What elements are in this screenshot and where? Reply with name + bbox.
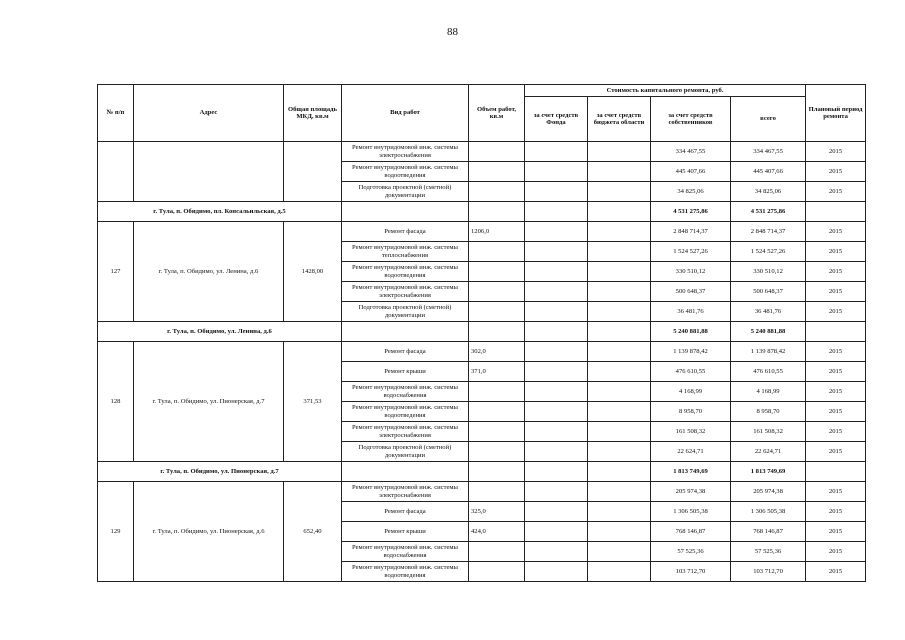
summary-empty [588,322,651,342]
work-volume [469,482,525,502]
cost-owners: 445 407,66 [651,162,731,182]
table-row [98,342,866,362]
cost-total: 8 958,70 [731,402,806,422]
work-type: Ремонт фасада [342,222,469,242]
header-num: № п/п [98,85,134,142]
cost-owners: 34 825,06 [651,182,731,202]
cost-region [588,502,651,522]
work-type: Подготовка проектной (сметной) документации [342,442,469,462]
plan-period: 2015 [806,382,866,402]
cost-fund [525,422,588,442]
work-type: Ремонт внутридомовой инж. системы водоснабжения [342,542,469,562]
work-volume [469,422,525,442]
row-address: г. Тула, п. Обидимо, ул. Пионерская, д.6 [134,482,284,582]
plan-period: 2015 [806,422,866,442]
row-address [134,142,284,202]
cost-total: 103 712,70 [731,562,806,582]
summary-empty [342,462,469,482]
plan-period: 2015 [806,262,866,282]
summary-owners: 1 813 749,69 [651,462,731,482]
cost-total: 34 825,06 [731,182,806,202]
header-owners: за счет средств собственников [651,97,731,142]
row-area [284,142,342,202]
plan-period: 2015 [806,502,866,522]
work-volume [469,162,525,182]
summary-empty [525,322,588,342]
summary-total: 5 240 881,88 [731,322,806,342]
row-area: 652,40 [284,482,342,582]
plan-period: 2015 [806,282,866,302]
cost-fund [525,222,588,242]
cost-owners: 103 712,70 [651,562,731,582]
cost-region [588,182,651,202]
row-num: 128 [98,342,134,462]
work-volume: 371,0 [469,362,525,382]
work-type: Ремонт внутридомовой инж. системы теплоснабжения [342,242,469,262]
cost-owners: 36 481,76 [651,302,731,322]
cost-fund [525,362,588,382]
row-area: 1428,00 [284,222,342,322]
summary-empty [342,202,469,222]
cost-owners: 161 508,32 [651,422,731,442]
work-type: Ремонт внутридомовой инж. системы электроснабжения [342,482,469,502]
work-type: Ремонт фасада [342,342,469,362]
plan-period: 2015 [806,482,866,502]
cost-owners: 8 958,70 [651,402,731,422]
table-row [98,142,866,162]
cost-total: 22 624,71 [731,442,806,462]
header-total: всего [731,97,806,142]
summary-empty [806,202,866,222]
cost-region [588,362,651,382]
summary-empty [469,322,525,342]
header-period: Плановый период ремонта [806,85,866,142]
header-area: Общая площадь МКД, кв.м [284,85,342,142]
cost-region [588,222,651,242]
work-type: Ремонт крыши [342,362,469,382]
cost-owners: 4 168,99 [651,382,731,402]
summary-owners: 5 240 881,88 [651,322,731,342]
cost-region [588,522,651,542]
summary-empty [588,462,651,482]
work-type: Ремонт фасада [342,502,469,522]
work-volume [469,442,525,462]
cost-region [588,302,651,322]
cost-fund [525,282,588,302]
work-type: Ремонт крыши [342,522,469,542]
work-volume [469,182,525,202]
cost-region [588,242,651,262]
row-num: 127 [98,222,134,322]
work-volume [469,242,525,262]
work-volume [469,302,525,322]
cost-total: 1 139 878,42 [731,342,806,362]
work-type: Ремонт внутридомовой инж. системы водоснабжения [342,382,469,402]
summary-empty [525,202,588,222]
row-area: 371,53 [284,342,342,462]
work-volume [469,262,525,282]
cost-region [588,482,651,502]
work-type: Подготовка проектной (сметной) документации [342,302,469,322]
cost-total: 1 306 505,38 [731,502,806,522]
cost-fund [525,302,588,322]
summary-owners: 4 531 275,86 [651,202,731,222]
summary-row [98,202,866,222]
work-volume [469,142,525,162]
plan-period: 2015 [806,302,866,322]
cost-region [588,542,651,562]
cost-owners: 1 306 505,38 [651,502,731,522]
plan-period: 2015 [806,342,866,362]
plan-period: 2015 [806,162,866,182]
cost-owners: 1 524 527,26 [651,242,731,262]
cost-total: 161 508,32 [731,422,806,442]
cost-owners: 2 848 714,37 [651,222,731,242]
summary-empty [588,202,651,222]
cost-region [588,162,651,182]
summary-total: 1 813 749,69 [731,462,806,482]
work-type: Ремонт внутридомовой инж. системы электроснабжения [342,142,469,162]
header-cost-group: Стоимость капитального ремонта, руб. [525,85,806,97]
header-work: Вид работ [342,85,469,142]
cost-fund [525,142,588,162]
header-region: за счет средств бюджета области [588,97,651,142]
summary-total: 4 531 275,86 [731,202,806,222]
cost-owners: 476 610,55 [651,362,731,382]
row-num [98,142,134,202]
cost-fund [525,162,588,182]
summary-row [98,462,866,482]
cost-owners: 768 146,87 [651,522,731,542]
cost-fund [525,562,588,582]
cost-region [588,342,651,362]
work-volume: 302,0 [469,342,525,362]
summary-empty [806,322,866,342]
summary-address: г. Тула, п. Обидимо, ул. Пионерская, д.7 [98,462,342,482]
cost-owners: 1 139 878,42 [651,342,731,362]
summary-empty [342,322,469,342]
row-num: 129 [98,482,134,582]
summary-empty [806,462,866,482]
cost-region [588,422,651,442]
cost-region [588,442,651,462]
header-volume: Объем работ, кв.м [469,85,525,142]
cost-region [588,282,651,302]
row-address: г. Тула, п. Обидимо, ул. Пионерская, д.7 [134,342,284,462]
cost-owners: 22 624,71 [651,442,731,462]
cost-region [588,562,651,582]
plan-period: 2015 [806,402,866,422]
work-type: Подготовка проектной (сметной) документации [342,182,469,202]
cost-region [588,262,651,282]
cost-fund [525,262,588,282]
cost-fund [525,442,588,462]
row-address: г. Тула, п. Обидимо, ул. Ленина, д.6 [134,222,284,322]
cost-owners: 334 467,55 [651,142,731,162]
cost-owners: 205 974,38 [651,482,731,502]
cost-total: 2 848 714,37 [731,222,806,242]
plan-period: 2015 [806,442,866,462]
cost-region [588,142,651,162]
work-type: Ремонт внутридомовой инж. системы водоотведения [342,262,469,282]
cost-total: 36 481,76 [731,302,806,322]
plan-period: 2015 [806,522,866,542]
work-type: Ремонт внутридомовой инж. системы электроснабжения [342,282,469,302]
work-type: Ремонт внутридомовой инж. системы водоотведения [342,402,469,422]
cost-fund [525,542,588,562]
cost-total: 334 467,55 [731,142,806,162]
work-type: Ремонт внутридомовой инж. системы электроснабжения [342,422,469,442]
summary-empty [525,462,588,482]
cost-total: 445 407,66 [731,162,806,182]
work-volume [469,402,525,422]
summary-address: г. Тула, п. Обидимо, ул. Ленина, д.6 [98,322,342,342]
cost-total: 768 146,87 [731,522,806,542]
plan-period: 2015 [806,542,866,562]
header-fund: за счет средств Фонда [525,97,588,142]
table-row [98,222,866,242]
cost-fund [525,382,588,402]
capital-repair-table [97,84,866,582]
summary-empty [469,202,525,222]
cost-fund [525,402,588,422]
cost-region [588,382,651,402]
cost-fund [525,522,588,542]
cost-owners: 500 648,37 [651,282,731,302]
plan-period: 2015 [806,142,866,162]
cost-fund [525,242,588,262]
table-row [98,482,866,502]
cost-owners: 57 525,36 [651,542,731,562]
cost-total: 330 510,12 [731,262,806,282]
cost-total: 1 524 527,26 [731,242,806,262]
cost-total: 205 974,38 [731,482,806,502]
summary-row [98,322,866,342]
work-type: Ремонт внутридомовой инж. системы водоотведения [342,562,469,582]
cost-owners: 330 510,12 [651,262,731,282]
plan-period: 2015 [806,242,866,262]
cost-total: 500 648,37 [731,282,806,302]
work-volume [469,382,525,402]
plan-period: 2015 [806,362,866,382]
cost-fund [525,502,588,522]
work-volume [469,542,525,562]
cost-fund [525,342,588,362]
work-volume [469,562,525,582]
cost-total: 4 168,99 [731,382,806,402]
work-volume: 325,0 [469,502,525,522]
cost-fund [525,182,588,202]
work-volume [469,282,525,302]
header-address: Адрес [134,85,284,142]
plan-period: 2015 [806,182,866,202]
plan-period: 2015 [806,562,866,582]
summary-empty [469,462,525,482]
summary-address: г. Тула, п. Обидимо, пл. Консальильская, д.5 [98,202,342,222]
cost-total: 57 525,36 [731,542,806,562]
work-volume: 424,0 [469,522,525,542]
cost-region [588,402,651,422]
work-volume: 1206,0 [469,222,525,242]
cost-fund [525,482,588,502]
cost-total: 476 610,55 [731,362,806,382]
work-type: Ремонт внутридомовой инж. системы водоотведения [342,162,469,182]
plan-period: 2015 [806,222,866,242]
page-number: 88 [447,26,458,38]
